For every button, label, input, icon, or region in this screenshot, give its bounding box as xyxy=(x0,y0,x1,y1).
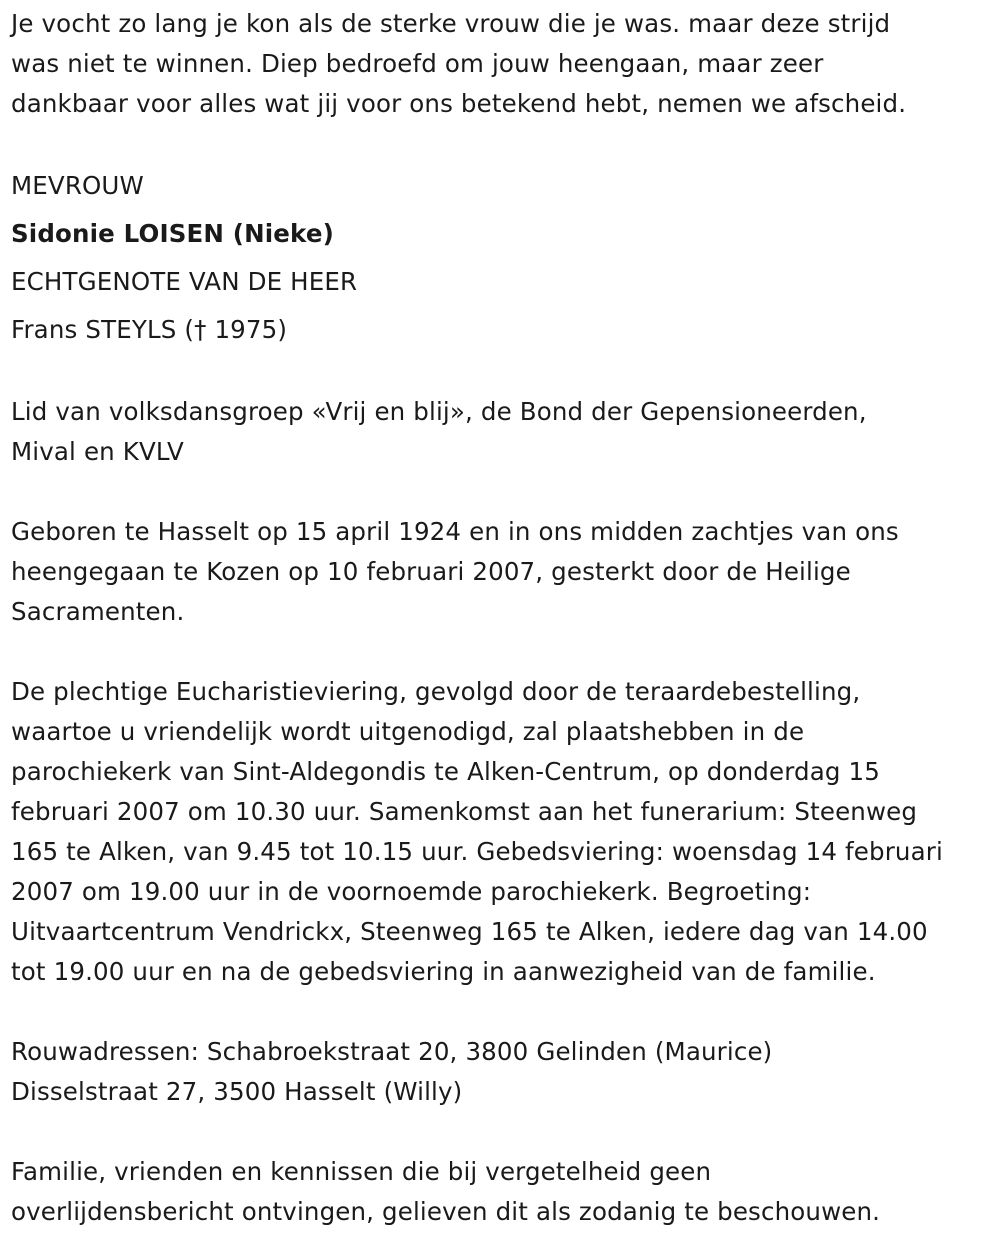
honorific-title: MEVROUW xyxy=(11,171,144,200)
paragraph-spacer xyxy=(11,472,996,512)
text-line: Rouwadressen: Schabroekstraat 20, 3800 Gelinden (Maurice) xyxy=(11,1037,773,1066)
text-line: heengegaan te Kozen op 10 februari 2007, gesterkt door de Heilige xyxy=(11,557,851,586)
text-line: waartoe u vriendelijk wordt uitgenodigd, zal plaatshebben in de xyxy=(11,717,805,746)
addresses-paragraph xyxy=(11,1032,996,1112)
spouse-name: Frans STEYLS ( xyxy=(11,315,195,344)
text-line: was niet te winnen. Diep bedroefd om jouw heengaan, maar zeer xyxy=(11,49,824,78)
spouse-year: 1975) xyxy=(206,315,288,344)
paragraph-spacer xyxy=(11,1112,996,1152)
text-line: Mival en KVLV xyxy=(11,437,184,466)
paragraph-spacer xyxy=(11,124,996,164)
text-line: Lid van volksdansgroep «Vrij en blij», de Bond der Gepensioneerden, xyxy=(11,397,867,426)
death-notice xyxy=(11,4,996,1232)
closing-paragraph xyxy=(11,1152,996,1232)
text-line: februari 2007 om 10.30 uur. Samenkomst aan het funerarium: Steenweg xyxy=(11,797,918,826)
text-line: parochiekerk van Sint-Aldegondis te Alken-Centrum, op donderdag 15 xyxy=(11,757,880,786)
text-line: Je vocht zo lang je kon als de sterke vrouw die je was. maar deze strijd xyxy=(11,9,891,38)
relation-label: ECHTGENOTE VAN DE HEER xyxy=(11,267,358,296)
text-line: Geboren te Hasselt op 15 april 1924 en in ons midden zachtjes van ons xyxy=(11,517,899,546)
text-line: Sacramenten. xyxy=(11,597,185,626)
text-line: overlijdensbericht ontvingen, gelieven dit als zodanig te beschouwen. xyxy=(11,1197,881,1226)
text-line: De plechtige Eucharistieviering, gevolgd door de teraardebestelling, xyxy=(11,677,861,706)
text-line: 2007 om 19.00 uur in de voornoemde parochiekerk. Begroeting: xyxy=(11,877,812,906)
intro-paragraph xyxy=(11,4,996,124)
paragraph-spacer xyxy=(11,354,996,392)
deceased-block xyxy=(11,162,996,354)
birth-death-paragraph xyxy=(11,512,996,632)
paragraph-spacer xyxy=(11,632,996,672)
paragraph-spacer xyxy=(11,992,996,1032)
text-line: tot 19.00 uur en na de gebedsviering in aanwezigheid van de familie. xyxy=(11,957,876,986)
spouse-line xyxy=(11,306,996,354)
membership-paragraph xyxy=(11,392,996,472)
ceremony-paragraph xyxy=(11,672,996,992)
text-line: 165 te Alken, van 9.45 tot 10.15 uur. Gebedsviering: woensdag 14 februari xyxy=(11,837,943,866)
text-line: Familie, vrienden en kennissen die bij vergetelheid geen xyxy=(11,1157,712,1186)
text-line: dankbaar voor alles wat jij voor ons betekend hebt, nemen we afscheid. xyxy=(11,89,907,118)
deceased-name: Sidonie LOISEN (Nieke) xyxy=(11,219,334,248)
text-line: Disselstraat 27, 3500 Hasselt (Willy) xyxy=(11,1077,463,1106)
cross-icon: † xyxy=(194,315,207,344)
text-line: Uitvaartcentrum Vendrickx, Steenweg 165 te Alken, iedere dag van 14.00 xyxy=(11,917,928,946)
